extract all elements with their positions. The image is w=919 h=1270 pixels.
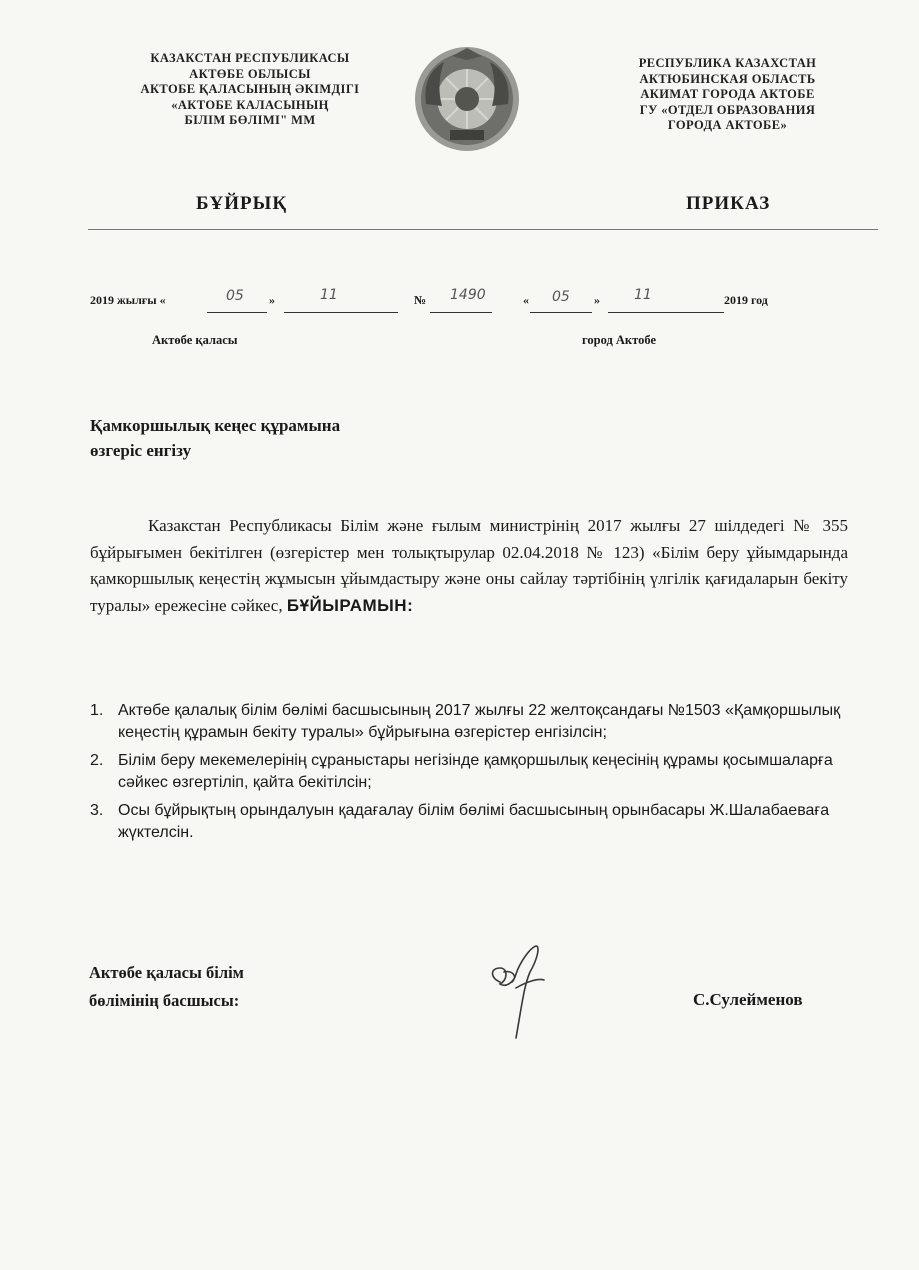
date-quote-close: » bbox=[269, 293, 275, 307]
document-number: 1490 bbox=[450, 287, 486, 303]
header-kazakh-line: КАЗАКСТАН РЕСПУБЛИКАСЫ bbox=[150, 51, 350, 65]
subject-line: өзгеріс енгізу bbox=[90, 441, 192, 460]
order-item-text: Актөбе қалалық білім бөлімі басшысының 2017 жылғы 22 желтоқсандағы №1503 «Қамқоршылық кеңестің құрамын бекіту туралы» бұйрығына өзгерістер енгізілсін; bbox=[118, 702, 841, 741]
handwritten-signature bbox=[486, 942, 548, 1042]
order-item-text: Осы бұйрықтың орындалуын қадағалау білім бөлімі басшысының орынбасары Ж.Шалабаеваға жүктелсін. bbox=[118, 802, 830, 841]
number-sign: № bbox=[414, 293, 427, 307]
header-russian-line: АКТЮБИНСКАЯ ОБЛАСТЬ bbox=[639, 71, 816, 86]
date-month-underline bbox=[284, 312, 398, 313]
header-russian-line: АКИМАТ ГОРОДА АКТОБЕ bbox=[640, 87, 815, 101]
order-item-number: 2. bbox=[90, 752, 104, 769]
order-list bbox=[90, 700, 850, 850]
header-divider bbox=[88, 229, 878, 230]
preamble-paragraph bbox=[90, 513, 848, 619]
header-kazakh-line: БІЛІМ БӨЛІМІ" ММ bbox=[184, 113, 316, 127]
state-emblem-icon bbox=[412, 44, 522, 154]
preamble-text: Казакстан Республикасы Білім және ғылым министрінің 2017 жылғы 27 шілдедегі № 355 бұйрығымен бекітілген (өзгерістер мен толықтырулар 02.04.2018 № 123) «Білім беру ұйымдарында қамкоршылық кеңестің жұмысын ұйымдастыру және оны сайлау тәртібінің үлгілік қағидаларын бекіту туралы» ережесіне сәйкес, bbox=[90, 516, 848, 615]
signatory-title bbox=[89, 959, 244, 1015]
header-russian-line: ГУ «ОТДЕЛ ОБРАЗОВАНИЯ bbox=[639, 102, 816, 117]
header-russian bbox=[600, 56, 855, 134]
signatory-name: С.Сулейменов bbox=[693, 990, 803, 1009]
place-russian: город Актобе bbox=[582, 333, 656, 347]
date-month-russian: 11 bbox=[634, 287, 652, 303]
order-keyword: БҰЙЫРАМЫН: bbox=[286, 595, 414, 615]
signatory-title-line: Актөбе қаласы білім bbox=[89, 963, 244, 982]
date-day-kazakh: 05 bbox=[226, 288, 244, 304]
date-month-ru-underline bbox=[608, 312, 724, 313]
header-russian-line: ГОРОДА АКТОБЕ» bbox=[667, 118, 788, 132]
document-type-russian: ПРИКАЗ bbox=[686, 193, 771, 214]
order-item bbox=[90, 800, 850, 844]
date-quote-close-ru: » bbox=[594, 293, 600, 307]
header-russian-line: РЕСПУБЛИКА КАЗАХСТАН bbox=[638, 56, 817, 70]
order-item-number: 1. bbox=[90, 702, 104, 719]
place-kazakh: Актөбе қаласы bbox=[152, 333, 238, 347]
date-quote-open: « bbox=[523, 293, 529, 307]
order-item-text: Білім беру мекемелерінің сұраныстары негізінде қамқоршылық кеңесінің құрамы қосымшаларға сәйкес өзгертіліп, қайта бекітілсін; bbox=[118, 752, 833, 791]
order-item bbox=[90, 700, 850, 744]
order-item-number: 3. bbox=[90, 802, 104, 819]
number-underline bbox=[430, 312, 492, 313]
header-kazakh bbox=[100, 51, 400, 129]
subject-line: Қамкоршылық кеңес құрамына bbox=[90, 416, 341, 435]
header-kazakh-line: «АКТОБЕ КАЛАСЫНЫҢ bbox=[171, 97, 329, 112]
date-month-kazakh: 11 bbox=[320, 287, 338, 303]
date-day-ru-underline bbox=[530, 312, 592, 313]
date-day-underline bbox=[207, 312, 267, 313]
document-subject bbox=[90, 413, 340, 463]
order-item bbox=[90, 750, 850, 794]
document-type-kazakh: БҰЙРЫҚ bbox=[196, 193, 288, 214]
date-day-russian: 05 bbox=[552, 289, 570, 305]
date-year-kazakh: 2019 жылғы « bbox=[90, 293, 166, 307]
date-year-russian: 2019 год bbox=[724, 293, 768, 307]
signatory-title-line: бөлімінің басшысы: bbox=[89, 991, 240, 1010]
header-kazakh-line: АКТӨБЕ ОБЛЫСЫ bbox=[189, 66, 311, 81]
header-kazakh-line: АКТОБЕ ҚАЛАСЫНЫҢ ӘКІМДІГІ bbox=[140, 82, 360, 96]
